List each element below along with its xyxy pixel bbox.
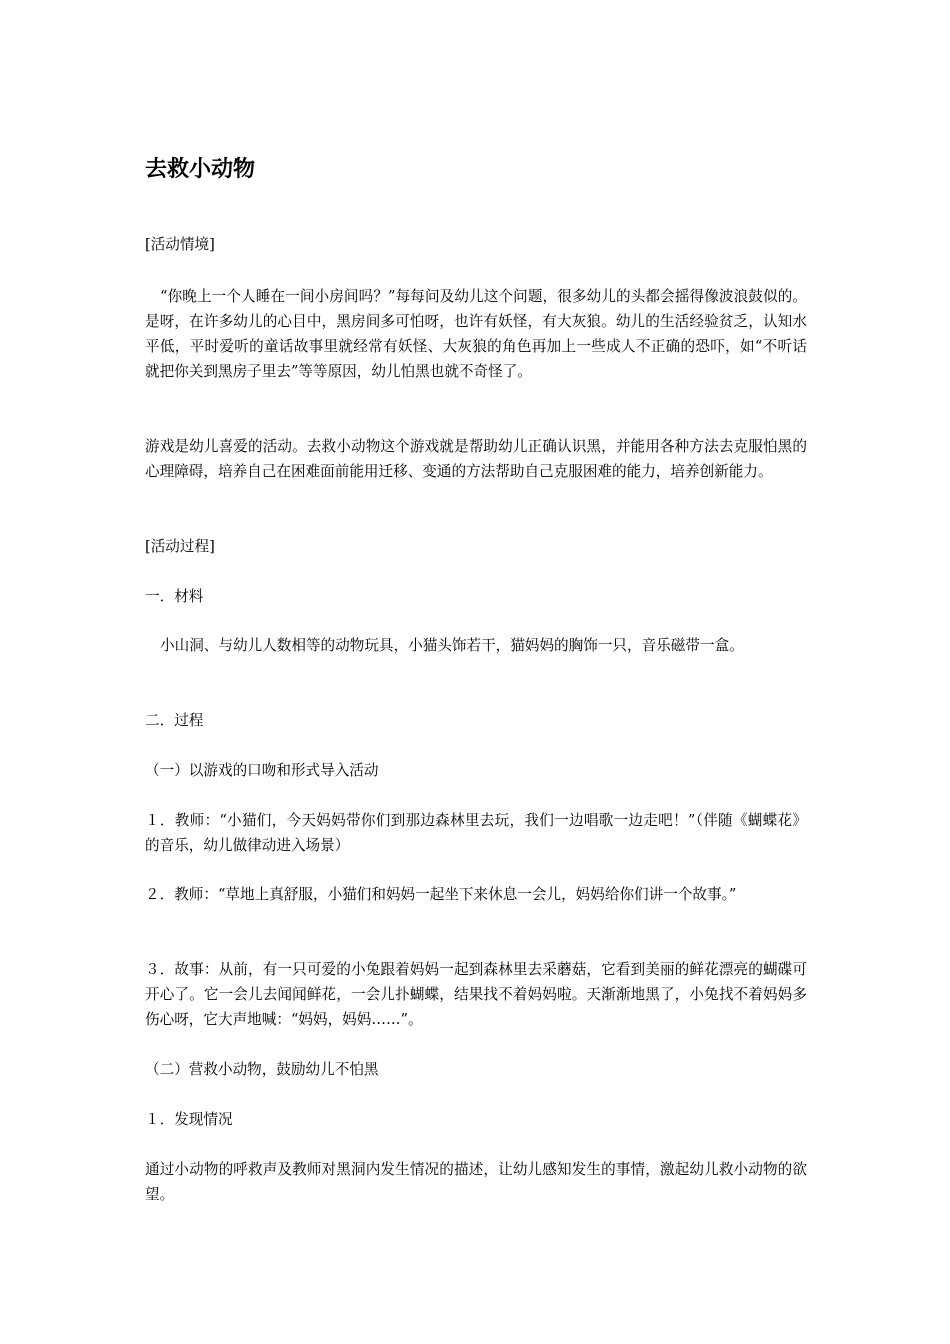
paragraph-situation-1: “你晚上一个人睡在一间小房间吗？”每每问及幼儿这个问题，很多幼儿的头都会摇得像波浪鼓似的。是呀，在许多幼儿的心目中，黑房间多可怕呀，也许有妖怪，有大灰狼。幼儿的生活经验贫乏，认知水平低，平时爱听的童话故事里就经常有妖怪、大灰狼的角色再加上一些成人不正确的恐吓，如“不听话就把你关到黑房子里去”等等原因，幼儿怕黑也就不奇怪了。 xyxy=(145,288,807,380)
step-heading-2: （二）营救小动物，鼓励幼儿不怕黑 xyxy=(145,1061,379,1078)
paragraph-discover: 通过小动物的呼救声及教师对黑洞内发生情况的描述，让幼儿感知发生的事情，激起幼儿救小动物的欲望。 xyxy=(145,1161,807,1203)
paragraph-materials: 小山洞、与幼儿人数相等的动物玩具，小猫头饰若干，猫妈妈的胸饰一只，音乐磁带一盒。 xyxy=(160,637,744,654)
step-heading-1: （一）以游戏的口吻和形式导入活动 xyxy=(145,762,379,779)
step-item-3: ３．故事：从前，有一只可爱的小兔跟着妈妈一起到森林里去采蘑菇，它看到美丽的鲜花漂亮的蝴碟可开心了。它一会儿去闻闻鲜花，一会儿扑蝴蝶，结果找不着妈妈啦。天渐渐地黑了，小兔找不着妈妈多伤心呀，它大声地喊：“妈妈，妈妈……”。 xyxy=(145,961,807,1028)
section-heading-process: [活动过程] xyxy=(145,538,215,555)
subheading-procedure: 二．过程 xyxy=(145,712,204,729)
section-heading-situation: [活动情境] xyxy=(145,236,215,253)
document-title: 去救小动物 xyxy=(145,157,256,182)
step-item-2: ２．教师：“草地上真舒服，小猫们和妈妈一起坐下来休息一会儿，妈妈给你们讲一个故事。” xyxy=(145,886,737,903)
step-item-1: １．教师：“小猫们，今天妈妈带你们到那边森林里去玩，我们一边唱歌一边走吧！”（伴随《蝴蝶花》的音乐，幼儿做律动进入场景） xyxy=(145,812,807,854)
step-item-discover: １．发现情况 xyxy=(145,1111,233,1128)
paragraph-situation-2: 游戏是幼儿喜爱的活动。去救小动物这个游戏就是帮助幼儿正确认识黑，并能用各种方法去克服怕黑的心理障碍，培养自己在困难面前能用迁移、变通的方法帮助自己克服困难的能力，培养创新能力。 xyxy=(145,438,807,480)
subheading-materials: 一．材料 xyxy=(145,588,204,605)
